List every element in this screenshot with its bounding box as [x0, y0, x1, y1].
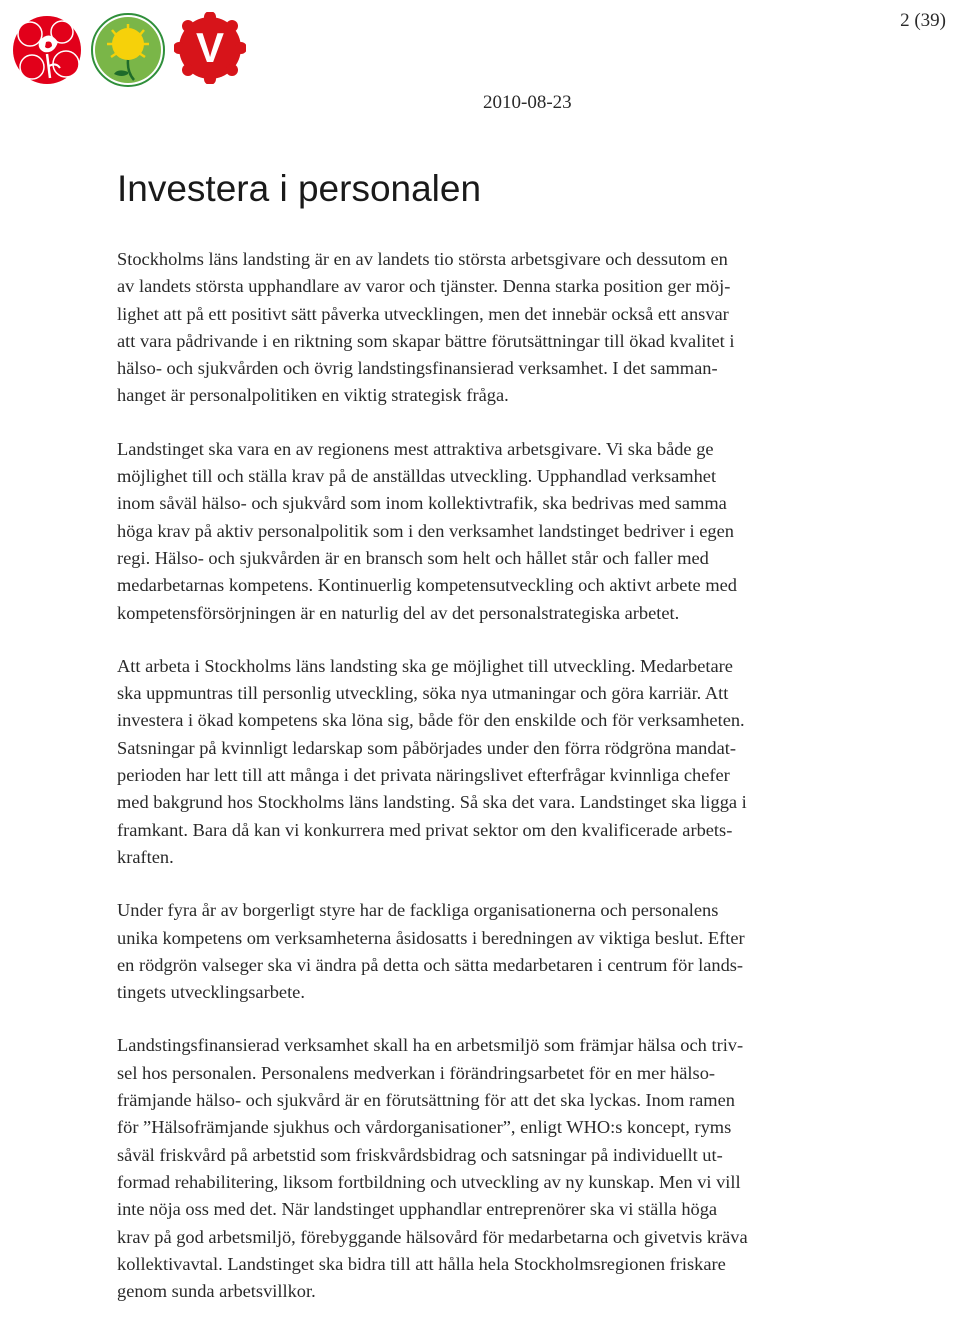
- left-party-v-letter: V: [195, 24, 225, 71]
- text-line: Stockholms läns landsting är en av landets tio största arbetsgivare och dessutom en: [117, 249, 728, 269]
- text-line: att vara pådrivande i en riktning som skapar bättre förutsättningar till ökad kvalitet i: [117, 330, 735, 351]
- paragraph: [117, 653, 847, 871]
- left-party-v-logo: [174, 12, 246, 84]
- text-line: investera i ökad kompetens ska löna sig, både för den enskilde och för verksamheten.: [117, 710, 745, 731]
- party-logos: [10, 12, 246, 88]
- text-line: möjlighet till och ställa krav på de anställdas utveckling. Upphandlad verksamhet: [117, 466, 717, 487]
- text-line: Under fyra år av borgerligt styre har de fackliga organisationerna och personalens: [117, 900, 719, 921]
- text-line: höga krav på aktiv personalpolitik som i den verksamhet landstinget bedriver i egen: [117, 520, 734, 541]
- text-line: såväl friskvård på arbetstid som friskvårdsbidrag och satsningar på individuellt ut-: [117, 1144, 723, 1165]
- text-line: formad rehabilitering, liksom fortbildning och utveckling av ny kunskap. Men vi vill: [117, 1171, 741, 1192]
- text-line: för ”Hälsofrämjande sjukhus och vårdorganisationer”, enligt WHO:s koncept, ryms: [117, 1117, 732, 1138]
- text-line: kollektivavtal. Landstinget ska bidra till att hålla hela Stockholmsregionen friskare: [117, 1253, 726, 1274]
- text-line: medarbetarnas kompetens. Kontinuerlig kompetensutveckling och aktivt arbete med: [117, 575, 737, 596]
- text-line: av landets största upphandlare av varor och tjänster. Denna starka position ger möj-: [117, 276, 731, 297]
- body-text: [117, 246, 847, 1331]
- text-line: Satsningar på kvinnligt ledarskap som påbörjades under den förra rödgröna mandat-: [117, 737, 736, 758]
- text-line: en rödgrön valseger ska vi ändra på detta och sätta medarbetaren i centrum för lands-: [117, 954, 744, 975]
- text-line: framkant. Bara då kan vi konkurrera med privat sektor om den kvalificerade arbets-: [117, 819, 733, 840]
- text-line: perioden har lett till att många i det privata näringslivet efterfrågar kvinnliga chefer: [117, 765, 730, 786]
- text-line: med bakgrund hos Stockholms läns landsting. Så ska det vara. Landstinget ska ligga i: [117, 792, 747, 813]
- paragraph: [117, 246, 847, 410]
- page-number: 2 (39): [900, 10, 946, 31]
- text-line: Landstinget ska vara en av regionens mest attraktiva arbetsgivare. Vi ska både ge: [117, 438, 714, 459]
- text-line: hälso- och sjukvården och övrig landstingsfinansierad verksamhet. I det samman-: [117, 358, 718, 379]
- text-line: kraften.: [117, 846, 174, 867]
- text-line: unika kompetens om verksamheterna åsidosatts i beredningen av viktiga beslut. Efter: [117, 927, 745, 948]
- page-title: Investera i personalen: [117, 168, 482, 209]
- text-line: Att arbeta i Stockholms läns landsting ska ge möjlighet till utveckling. Medarbetare: [117, 655, 733, 676]
- text-line: kompetensförsörjningen är en naturlig del av det personalstrategiska arbetet.: [117, 602, 680, 623]
- text-line: tingets utvecklingsarbete.: [117, 982, 305, 1003]
- paragraph: [117, 897, 847, 1006]
- document-date: 2010-08-23: [483, 92, 572, 113]
- text-line: inom såväl hälso- och sjukvård som inom kollektivtrafik, ska bedrivas med samma: [117, 493, 727, 514]
- text-line: Landstingsfinansierad verksamhet skall ha en arbetsmiljö som främjar hälsa och triv-: [117, 1035, 744, 1056]
- text-line: krav på god arbetsmiljö, förebyggande hälsovård för medarbetarna och givetvis kräva: [117, 1226, 748, 1247]
- text-line: regi. Hälso- och sjukvården är en bransch som helt och hållet står och faller med: [117, 547, 709, 568]
- text-line: genom sunda arbetsvillkor.: [117, 1281, 316, 1302]
- text-line: främjande hälso- och sjukvård är en förutsättning för att det ska lyckas. Inom ramen: [117, 1090, 735, 1111]
- green-party-dandelion-logo: [90, 12, 166, 88]
- social-democrats-rose-logo: [10, 12, 84, 88]
- text-line: hanget är personalpolitiken en viktig strategisk fråga.: [117, 385, 509, 406]
- paragraph: [117, 436, 847, 627]
- paragraph: [117, 1032, 847, 1305]
- text-line: sel hos personalen. Personalens medverkan i förändringsarbetet för en mer hälso-: [117, 1062, 716, 1083]
- text-line: lighet att på ett positivt sätt påverka utvecklingen, men det innebär också ett ansvar: [117, 303, 729, 324]
- text-line: ska uppmuntras till personlig utveckling, söka nya utmaningar och göra karriär. Att: [117, 683, 729, 704]
- text-line: inte nöja oss med det. När landstinget upphandlar entreprenörer ska vi ställa höga: [117, 1199, 718, 1220]
